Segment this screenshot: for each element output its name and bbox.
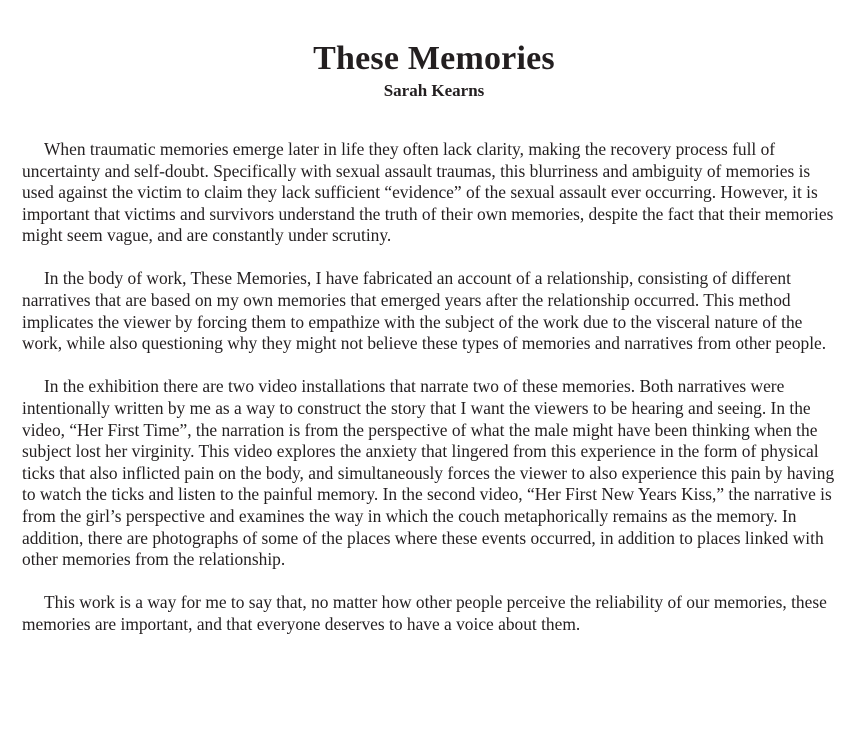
document-body [22, 139, 846, 635]
paragraph-1: When traumatic memories emerge later in life they often lack clarity, making the recovery process full of uncertainty and self-doubt. Specifically with sexual assault traumas, this blurriness and ambiguity of memories is used against the victim to claim they lack sufficient “evidence” of the sexual assault ever occurring. However, it is important that victims and survivors understand the truth of their own memories, despite the fact that their memories might seem vague, and are constantly under scrutiny. [22, 139, 834, 246]
paragraph-3: In the exhibition there are two video installations that narrate two of these memories. Both narratives were intentionally written by me as a way to construct the story that I want the viewers to be hearing and seeing. In the video, “Her First Time”, the narration is from the perspective of what the male might have been thinking when the subject lost her virginity. This video explores the anxiety that lingered from this experience in the form of physical ticks that also inflicted pain on the body, and simultaneously forces the viewer to also experience this pain by having to watch the ticks and listen to the painful memory. In the second video, “Her First New Years Kiss,” the narrative is from the girl’s perspective and examines the way in which the couch metaphorically remains as the memory. In addition, there are photographs of some of the places where these events occurred, in addition to places linked with other memories from the relationship. [22, 376, 835, 570]
document-page [22, 0, 846, 657]
paragraph-4: This work is a way for me to say that, no matter how other people perceive the reliability of our memories, these memories are important, and that everyone deserves to have a voice about them. [22, 592, 827, 634]
author-name: Sarah Kearns [383, 81, 485, 100]
paragraph-2: In the body of work, These Memories, I have fabricated an account of a relationship, consisting of different narratives that are based on my own memories that emerged years after the relationship occurred. This method implicates the viewer by forcing them to empathize with the subject of the work due to the visceral nature of the work, while also questioning why they might not believe these types of memories and narratives from other people. [22, 268, 827, 354]
document-title: These Memories [313, 40, 555, 77]
